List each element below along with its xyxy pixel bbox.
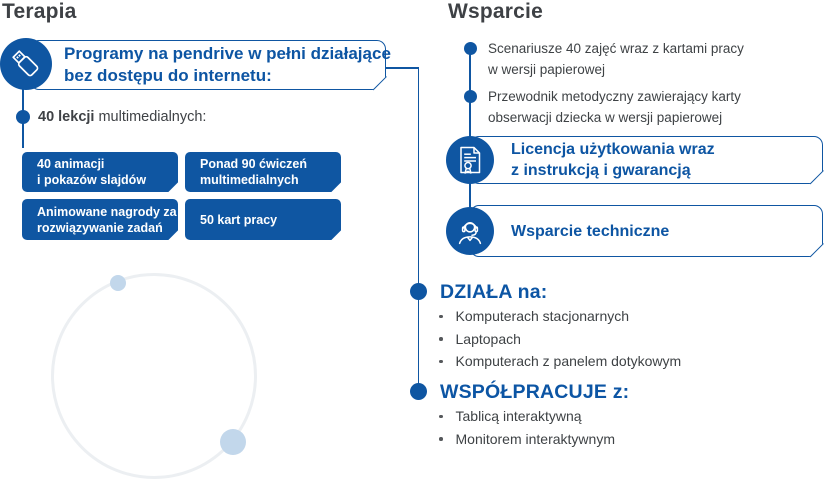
list-bullet-icon bbox=[439, 415, 443, 419]
tile-line: rozwiązywanie zadań bbox=[37, 220, 163, 235]
connector-horizontal-line bbox=[384, 67, 419, 69]
list-item bbox=[439, 405, 615, 428]
decorative-dot-large bbox=[220, 429, 246, 455]
list-item bbox=[439, 428, 615, 451]
headset-support-icon bbox=[456, 218, 484, 245]
certificate-icon bbox=[458, 146, 482, 174]
license-box-line1: Licencja użytkowania wraz bbox=[511, 141, 715, 158]
connector-main-vertical-line bbox=[418, 67, 420, 391]
guide-bullet-text bbox=[488, 86, 741, 128]
cooperates-title: WSPÓŁPRACUJE z: bbox=[440, 381, 630, 403]
lessons-label bbox=[38, 109, 206, 125]
wsparcie-heading: Wsparcie bbox=[448, 0, 543, 23]
list-item bbox=[439, 328, 681, 351]
tile-line: 40 animacji bbox=[37, 157, 105, 171]
bullet-line: w wersji papierowej bbox=[488, 62, 606, 77]
pendrive-feature-box bbox=[30, 40, 391, 90]
support-icon-circle bbox=[446, 207, 494, 255]
works-on-list bbox=[439, 305, 681, 373]
works-on-bullet-dot bbox=[410, 283, 427, 300]
pendrive-icon-circle bbox=[0, 38, 52, 90]
feature-tile-rewards bbox=[22, 199, 178, 240]
license-box-line2: z instrukcją i gwarancją bbox=[511, 162, 691, 179]
list-item-label: Monitorem interaktywnym bbox=[455, 430, 615, 447]
tile-line: multimedialnych bbox=[200, 173, 299, 187]
lessons-label-bold: 40 lekcji bbox=[38, 109, 95, 125]
cooperates-list bbox=[439, 405, 615, 450]
guide-bullet-dot bbox=[464, 90, 477, 103]
technical-support-box bbox=[470, 205, 823, 257]
bullet-line: obserwacji dziecka w wersji papierowej bbox=[488, 110, 723, 125]
feature-tile-animations bbox=[22, 152, 178, 192]
list-bullet-icon bbox=[439, 437, 443, 441]
tile-line: Ponad 90 ćwiczeń bbox=[200, 157, 307, 171]
list-bullet-icon bbox=[439, 315, 443, 319]
list-bullet-icon bbox=[439, 337, 443, 341]
cooperates-bullet-dot bbox=[410, 383, 427, 400]
license-icon-circle bbox=[446, 136, 494, 184]
feature-box-line2: bez dostępu do internetu: bbox=[64, 66, 272, 85]
usb-drive-icon bbox=[9, 47, 43, 81]
lessons-bullet-dot bbox=[16, 110, 30, 124]
license-box bbox=[470, 136, 823, 184]
tile-line: i pokazów slajdów bbox=[37, 173, 147, 187]
list-item bbox=[439, 350, 681, 373]
terapia-heading: Terapia bbox=[2, 0, 77, 23]
scenarios-bullet-dot bbox=[464, 42, 477, 55]
list-bullet-icon bbox=[439, 360, 443, 364]
list-item-label: Tablicą interaktywną bbox=[455, 408, 582, 425]
works-on-title: DZIAŁA na: bbox=[440, 281, 548, 303]
bullet-line: Przewodnik metodyczny zawierający karty bbox=[488, 89, 741, 104]
tile-line: Animowane nagrody za bbox=[37, 204, 177, 219]
list-item-label: Komputerach z panelem dotykowym bbox=[455, 353, 682, 370]
list-item-label: Komputerach stacjonarnych bbox=[455, 308, 630, 325]
decorative-dot-small bbox=[110, 275, 126, 291]
feature-box-line1: Programy na pendrive w pełni działające bbox=[64, 44, 391, 63]
tile-line: 50 kart pracy bbox=[200, 212, 278, 227]
support-box-label: Wsparcie techniczne bbox=[511, 222, 670, 240]
feature-tile-exercises bbox=[185, 152, 341, 192]
bullet-line: Scenariusze 40 zajęć wraz z kartami pracy bbox=[488, 41, 744, 56]
list-item-label: Laptopach bbox=[455, 330, 521, 347]
lessons-label-rest: multimedialnych: bbox=[94, 109, 207, 125]
scenarios-bullet-text bbox=[488, 38, 744, 80]
list-item bbox=[439, 305, 681, 328]
feature-tile-worksheets bbox=[185, 199, 341, 240]
